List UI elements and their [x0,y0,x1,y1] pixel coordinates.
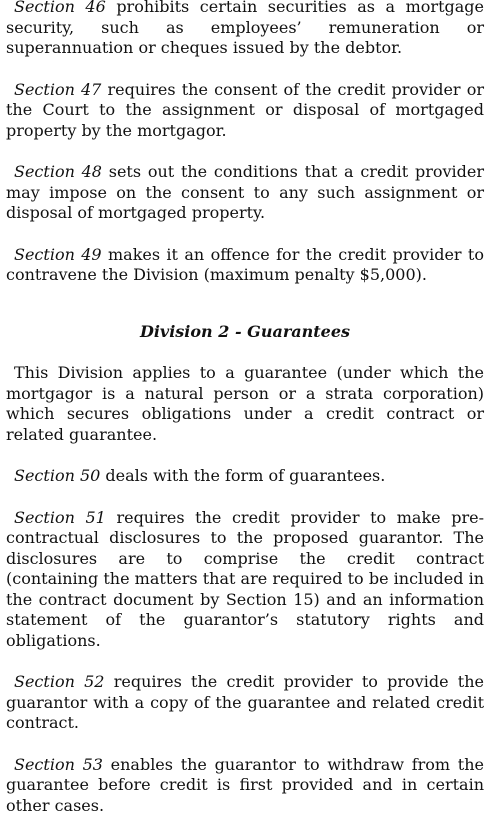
paragraph-section-53 [6,755,484,817]
paragraph-text: makes it an offence for the credit provider to contravene the Division (maximum penalty $5,000). [6,244,484,284]
paragraph-section-51 [6,508,484,652]
document-page [6,0,484,837]
section-ref: Section 49 [14,244,102,264]
division-heading: Division 2 - Guarantees [139,321,351,341]
paragraph-text: requires the credit provider to make pre-contractual disclosures to the proposed guarantor. The disclosures are to comprise the credit contract (containing the matters that are required to be included in the contract document by Section 15) and an information statement of the guarantor’s statutory rights and obligations. [6,507,484,650]
section-ref: Section 53 [14,754,103,774]
section-ref: Section 51 [14,507,106,527]
section-ref: Section 46 [14,0,106,16]
paragraph-section-46 [6,0,484,59]
section-ref: Section 50 [14,466,101,485]
paragraph-text: prohibits certain securities as a mortgage security, such as employees’ remuneration or superannuation or cheques issued by the debtor. [6,0,485,57]
paragraph-text: requires the credit provider to provide the guarantor with a copy of the guarantee and related credit contract. [6,672,484,732]
paragraph-text: enables the guarantor to withdraw from the guarantee before credit is first provided and in certain other cases. [6,754,484,815]
paragraph-section-50 [6,466,484,487]
section-ref: Section 52 [14,672,105,691]
paragraph-section-52 [6,672,484,734]
division-intro-paragraph: This Division applies to a guarantee (under which the mortgagor is a natural person or a strata corporation) which secures obligations under a credit contract or related guarantee. [6,363,484,444]
paragraph-text: deals with the form of guarantees. [100,466,386,485]
paragraph-section-47 [6,80,484,142]
paragraph-section-49 [6,245,484,286]
section-ref: Section 48 [14,162,102,181]
paragraph-text: sets out the conditions that a credit provider may impose on the consent to any such assignment or disposal of mortgaged property. [6,162,484,222]
paragraph-text: requires the consent of the credit provider or the Court to the assignment or disposal of mortgaged property by the mortgagor. [6,79,484,140]
paragraph-section-48 [6,162,484,224]
section-ref: Section 47 [14,79,102,99]
